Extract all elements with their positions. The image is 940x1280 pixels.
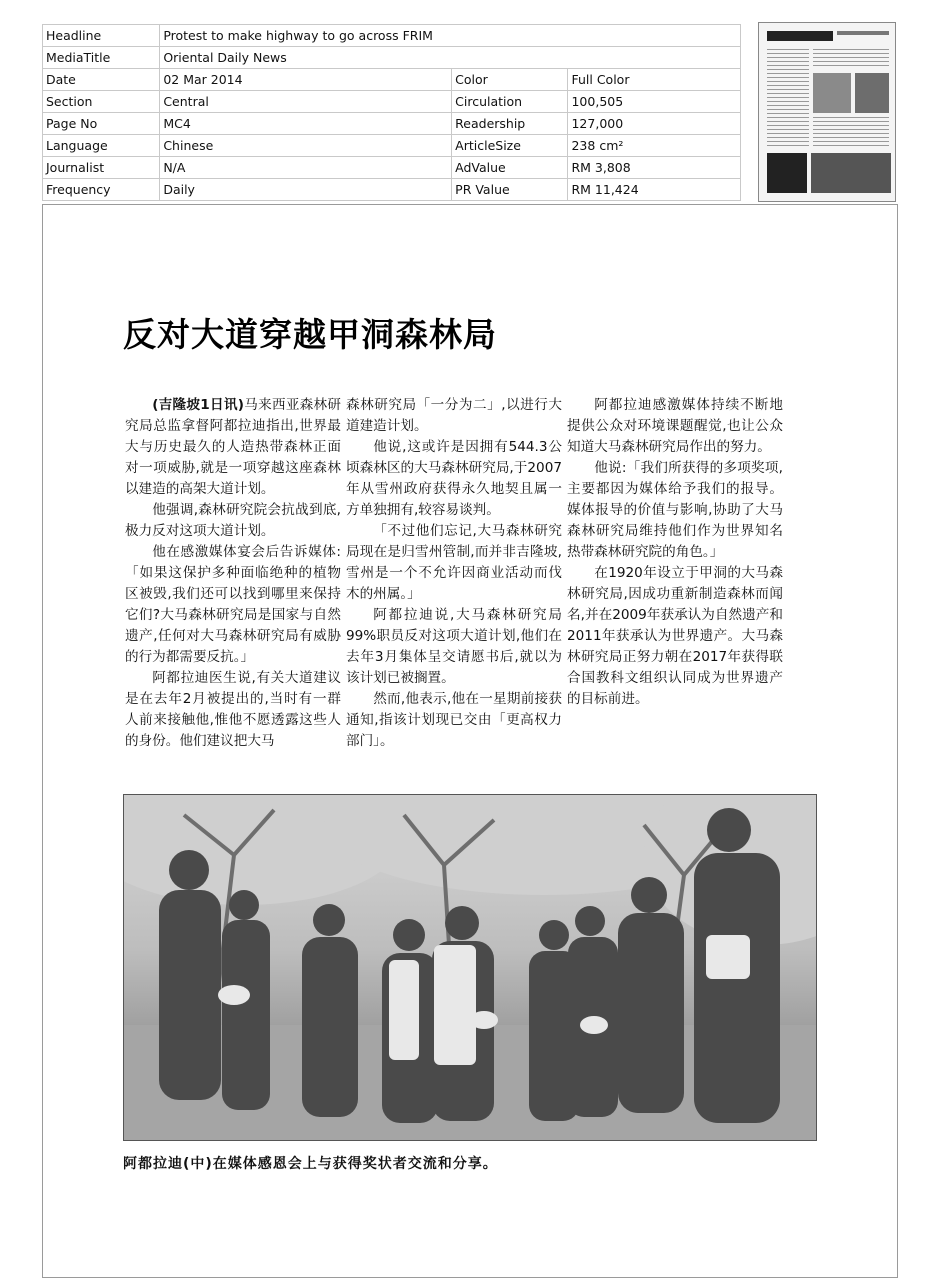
metadata-table [42, 24, 741, 201]
article-paragraph: 他在感激媒体宴会后告诉媒体:「如果这保护多种面临绝种的植物区被毁,我们还可以找到哪里来保持它们?大马森林研究局是国家与自然遗产,任何对大马森林研究局有威胁的行为都需要反抗。」 [125, 544, 341, 665]
table-row [43, 135, 741, 157]
table-row [43, 179, 741, 201]
meta-value: Chinese [160, 135, 452, 157]
thumbnail-masthead-bar [837, 31, 889, 35]
paragraph-text: 马来西亚森林研究局总监拿督阿都拉迪指出,世界最大与历史最久的人造热带森林正面对一项威胁,就是一项穿越这座森林以建造的高架大道计划。 [125, 397, 342, 497]
article-paragraph: 然而,他表示,他在一星期前接获通知,指该计划现已交由「更高权力部门」。 [346, 691, 562, 749]
table-row [43, 157, 741, 179]
thumbnail-photo [811, 153, 891, 193]
thumbnail-text-column [813, 117, 889, 147]
thumbnail-dark-block [767, 153, 807, 193]
meta-value: RM 3,808 [568, 157, 741, 179]
meta-key: MediaTitle [43, 47, 160, 69]
page-thumbnail[interactable] [758, 22, 896, 202]
dateline: (吉隆坡1日讯) [152, 397, 244, 413]
table-row [43, 113, 741, 135]
article-paragraph: 在1920年设立于甲洞的大马森林研究局,因成功重新制造森林而闻名,并在2009年获承认为自然遗产和2011年获承认为世界遗产。大马森林研究局正努力朝在2017年获得联合国教科文组织认同成为世界遗产的目标前进。 [567, 565, 783, 707]
meta-key: AdValue [452, 157, 568, 179]
meta-value: RM 11,424 [568, 179, 741, 201]
article-paragraph: 「不过他们忘记,大马森林研究局现在是归雪州管制,而并非吉隆坡,雪州是一个不允许因商业活动而伐木的州属。」 [346, 523, 562, 602]
meta-key: Journalist [43, 157, 160, 179]
meta-value: Daily [160, 179, 452, 201]
meta-value: Protest to make highway to go across FRIM [160, 25, 741, 47]
thumbnail-text-column [813, 49, 889, 69]
meta-key: Frequency [43, 179, 160, 201]
meta-value: MC4 [160, 113, 452, 135]
meta-value: 238 cm² [568, 135, 741, 157]
photo-caption: 阿都拉迪(中)在媒体感恩会上与获得奖状者交流和分享。 [123, 1156, 498, 1172]
meta-key: Page No [43, 113, 160, 135]
meta-key: Language [43, 135, 160, 157]
table-row [43, 47, 741, 69]
article-paragraph [125, 395, 341, 500]
meta-value: 02 Mar 2014 [160, 69, 452, 91]
meta-key: Section [43, 91, 160, 113]
thumbnail-photo [855, 73, 889, 113]
thumbnail-headline-bar [767, 31, 833, 41]
article-paragraph: 他强调,森林研究院会抗战到底,极力反对这项大道计划。 [125, 502, 341, 539]
article-headline: 反对大道穿越甲洞森林局 [123, 315, 497, 354]
article-column-3 [567, 395, 783, 710]
article-column-1 [125, 395, 341, 752]
article-paragraph: 阿都拉迪说,大马森林研究局99%职员反对这项大道计划,他们在去年3月集体呈交请愿书后,就以为该计划已被搁置。 [346, 607, 562, 686]
article-clipping [42, 204, 898, 1278]
article-photo [123, 794, 817, 1141]
meta-key: PR Value [452, 179, 568, 201]
article-paragraph: 森林研究局「一分为二」,以进行大道建造计划。 [346, 397, 562, 434]
meta-key: Color [452, 69, 568, 91]
table-row [43, 91, 741, 113]
table-row [43, 25, 741, 47]
meta-key: ArticleSize [452, 135, 568, 157]
article-column-2 [346, 395, 562, 752]
meta-value: Oriental Daily News [160, 47, 741, 69]
article-paragraph: 他说:「我们所获得的多项奖项,主要都因为媒体给予我们的报导。媒体报导的价值与影响,协助了大马森林研究局维持他们作为世界知名热带森林研究院的角色。」 [567, 460, 783, 560]
meta-key: Date [43, 69, 160, 91]
article-paragraph: 阿都拉迪感激媒体持续不断地提供公众对环境课题醒觉,也让公众知道大马森林研究局作出的努力。 [567, 397, 783, 455]
meta-value: Full Color [568, 69, 741, 91]
thumbnail-photo [813, 73, 851, 113]
meta-value: 127,000 [568, 113, 741, 135]
article-paragraph: 阿都拉迪医生说,有关大道建议是在去年2月被提出的,当时有一群人前来接触他,惟他不愿透露这些人的身份。他们建议把大马 [125, 670, 341, 749]
meta-key: Readership [452, 113, 568, 135]
meta-value: Central [160, 91, 452, 113]
group-photo-illustration [124, 795, 816, 1140]
meta-value: N/A [160, 157, 452, 179]
table-row [43, 69, 741, 91]
meta-key: Headline [43, 25, 160, 47]
thumbnail-text-column [767, 49, 809, 147]
meta-value: 100,505 [568, 91, 741, 113]
meta-key: Circulation [452, 91, 568, 113]
article-paragraph: 他说,这或许是因拥有544.3公顷森林区的大马森林研究局,于2007年从雪州政府获得永久地契且属一方单独拥有,较容易谈判。 [346, 439, 562, 518]
